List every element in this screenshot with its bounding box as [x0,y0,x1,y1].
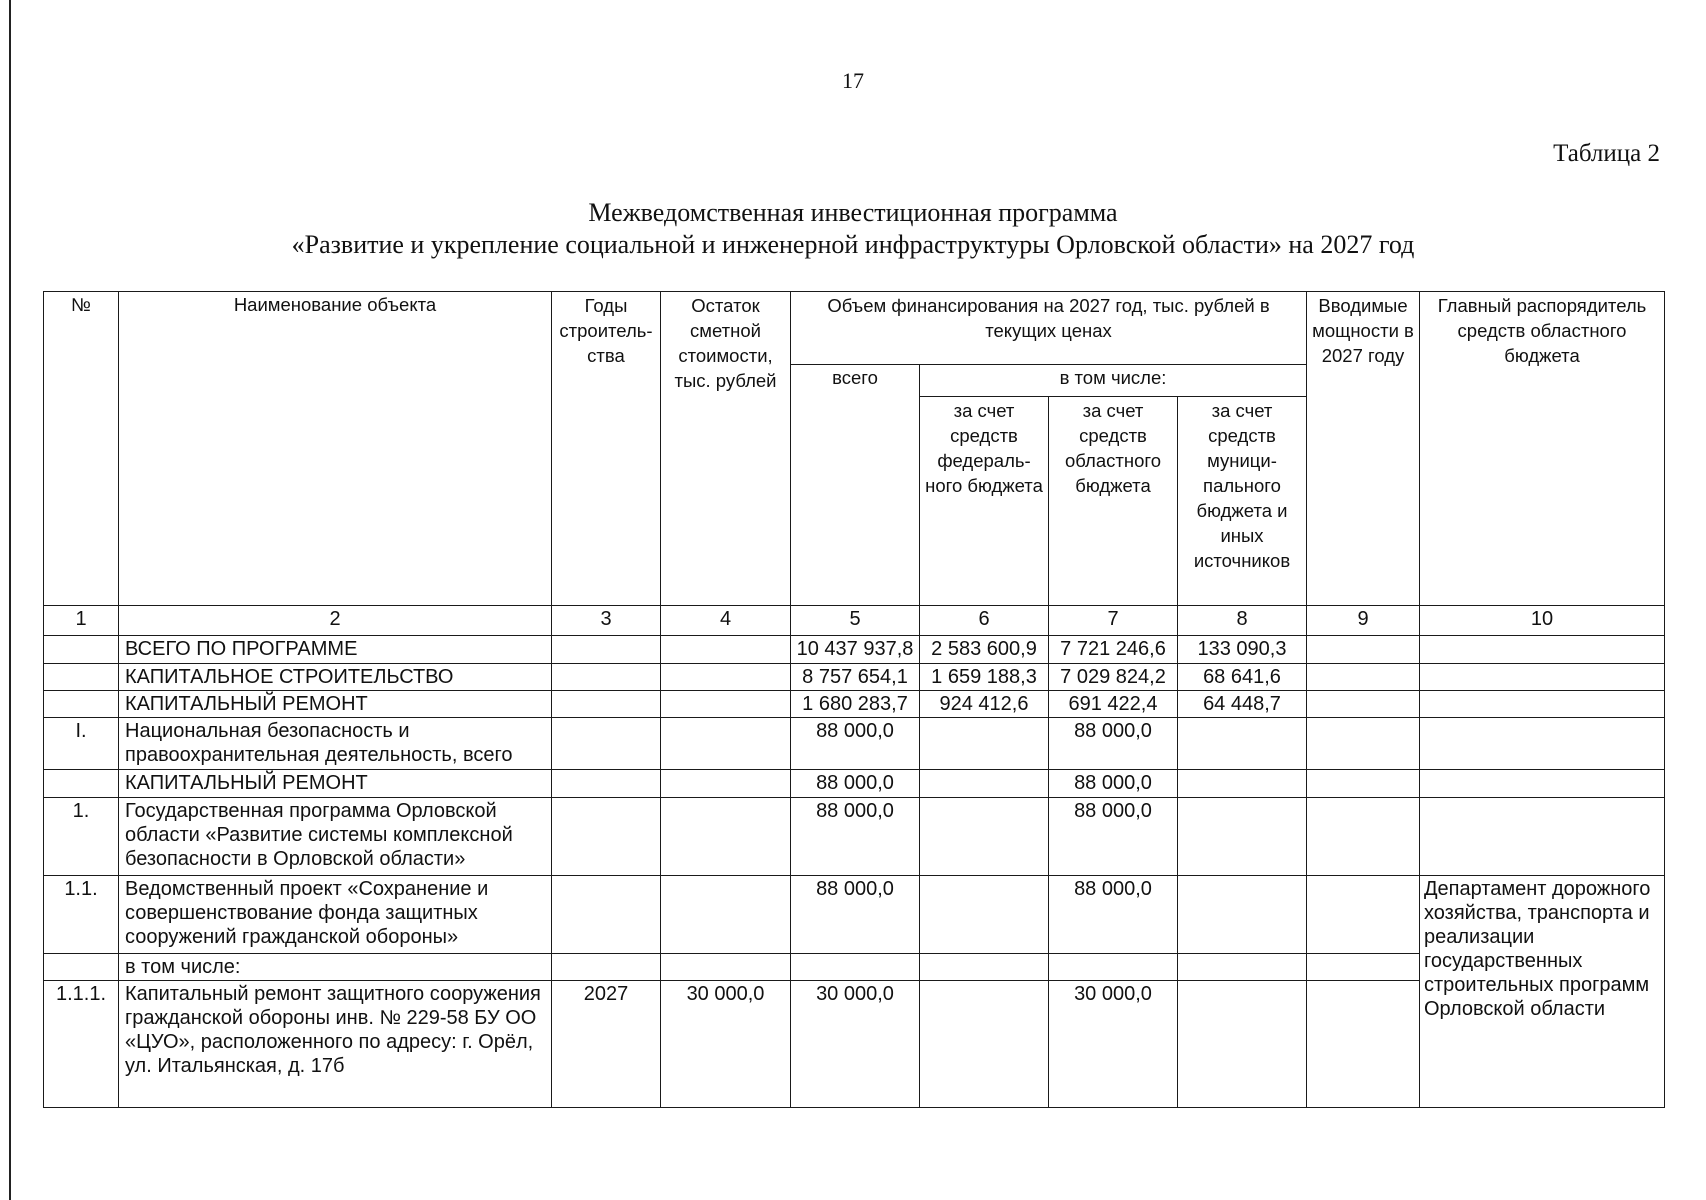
row-years [552,798,661,876]
header-including: в том числе: [920,365,1307,397]
header-name: Наименование объекта [119,292,552,606]
row-years [552,636,661,664]
header-funding: Объем финансирования на 2027 год, тыс. рублей в текущих ценах [791,292,1307,365]
column-number: 1 [44,606,119,636]
row-years [552,876,661,954]
row-federal [920,876,1049,954]
row-total: 30 000,0 [791,981,920,1108]
row-manager [1420,664,1665,691]
row-municipal [1178,718,1307,770]
row-capacity [1307,954,1420,981]
row-regional: 88 000,0 [1049,798,1178,876]
row-years [552,718,661,770]
table-row [44,876,1665,954]
row-federal: 2 583 600,9 [920,636,1049,664]
row-capacity [1307,770,1420,798]
row-total [791,954,920,981]
row-federal: 1 659 188,3 [920,664,1049,691]
row-manager [1420,691,1665,718]
row-name: Капитальный ремонт защитного сооружения гражданской обороны инв. № 229-58 БУ ОО «ЦУО», расположенного по адресу: г. Орёл, ул. Итальянская, д. 17б [119,981,552,1108]
row-name: КАПИТАЛЬНЫЙ РЕМОНТ [119,691,552,718]
page-number: 17 [842,68,864,93]
table-row [44,770,1665,798]
table-row [44,636,1665,664]
row-no [44,636,119,664]
column-number-row [44,606,1665,636]
row-no [44,770,119,798]
row-capacity [1307,636,1420,664]
column-number: 4 [661,606,791,636]
row-name: КАПИТАЛЬНОЕ СТРОИТЕЛЬСТВО [119,664,552,691]
investment-program-table [43,291,1665,1108]
row-no [44,664,119,691]
row-manager-department: Департамент дорожного хозяйства, транспорта и реализации государственных строительных программ Орловской области [1420,876,1665,1108]
row-remainder [661,876,791,954]
table-row [44,718,1665,770]
row-total: 1 680 283,7 [791,691,920,718]
row-federal [920,718,1049,770]
header-manager: Главный распорядитель средств областного бюджета [1420,292,1665,606]
row-federal: 924 412,6 [920,691,1049,718]
row-total: 88 000,0 [791,876,920,954]
row-manager [1420,718,1665,770]
table-label: Таблица 2 [1553,140,1660,167]
row-regional: 30 000,0 [1049,981,1178,1108]
row-federal [920,954,1049,981]
row-municipal: 64 448,7 [1178,691,1307,718]
row-years [552,770,661,798]
row-regional: 691 422,4 [1049,691,1178,718]
row-municipal: 133 090,3 [1178,636,1307,664]
row-remainder [661,798,791,876]
header-years: Годы строитель-ства [552,292,661,606]
row-no [44,954,119,981]
row-municipal [1178,798,1307,876]
row-federal [920,981,1049,1108]
header-remainder: Остаток сметной стоимости, тыс. рублей [661,292,791,606]
column-number: 7 [1049,606,1178,636]
row-capacity [1307,691,1420,718]
row-federal [920,798,1049,876]
row-municipal [1178,876,1307,954]
row-total: 88 000,0 [791,798,920,876]
row-manager [1420,636,1665,664]
row-total: 88 000,0 [791,770,920,798]
header-no: № [44,292,119,606]
column-number: 9 [1307,606,1420,636]
row-no [44,691,119,718]
header-regional: за счет средств областного бюджета [1049,397,1178,606]
row-total: 8 757 654,1 [791,664,920,691]
row-regional: 88 000,0 [1049,876,1178,954]
document-title-line-2: «Развитие и укрепление социальной и инженерной инфраструктуры Орловской области» на 2027 год [291,230,1415,259]
column-number: 2 [119,606,552,636]
row-capacity [1307,664,1420,691]
header-total: всего [791,365,920,606]
row-no: 1. [44,798,119,876]
column-number: 3 [552,606,661,636]
row-years [552,691,661,718]
row-years [552,664,661,691]
row-municipal [1178,981,1307,1108]
row-name: Национальная безопасность и правоохранительная деятельность, всего [119,718,552,770]
row-total: 10 437 937,8 [791,636,920,664]
row-federal [920,770,1049,798]
row-regional [1049,954,1178,981]
table-row [44,691,1665,718]
column-number: 5 [791,606,920,636]
row-no: 1.1. [44,876,119,954]
row-municipal: 68 641,6 [1178,664,1307,691]
row-years [552,954,661,981]
row-remainder [661,636,791,664]
row-capacity [1307,718,1420,770]
column-number: 8 [1178,606,1307,636]
row-no: 1.1.1. [44,981,119,1108]
row-manager [1420,798,1665,876]
row-name: ВСЕГО ПО ПРОГРАММЕ [119,636,552,664]
row-capacity [1307,798,1420,876]
row-municipal [1178,954,1307,981]
row-manager [1420,770,1665,798]
row-capacity [1307,981,1420,1108]
row-remainder: 30 000,0 [661,981,791,1108]
row-name: Ведомственный проект «Сохранение и совершенствование фонда защитных сооружений гражданской обороны» [119,876,552,954]
row-remainder [661,954,791,981]
header-municipal: за счет средств муници-пального бюджета и иных источников [1178,397,1307,606]
row-name: в том числе: [119,954,552,981]
row-municipal [1178,770,1307,798]
table-row [44,664,1665,691]
row-remainder [661,718,791,770]
row-total: 88 000,0 [791,718,920,770]
column-number: 6 [920,606,1049,636]
row-remainder [661,664,791,691]
page-left-edge [9,0,11,1200]
document-title [0,197,1706,261]
column-number: 10 [1420,606,1665,636]
row-years: 2027 [552,981,661,1108]
row-regional: 7 721 246,6 [1049,636,1178,664]
row-regional: 88 000,0 [1049,770,1178,798]
row-capacity [1307,876,1420,954]
row-remainder [661,770,791,798]
row-name: КАПИТАЛЬНЫЙ РЕМОНТ [119,770,552,798]
row-remainder [661,691,791,718]
document-title-line-1: Межведомственная инвестиционная программа [588,198,1118,227]
row-regional: 88 000,0 [1049,718,1178,770]
table-row [44,798,1665,876]
row-regional: 7 029 824,2 [1049,664,1178,691]
header-capacity: Вводимые мощности в 2027 году [1307,292,1420,606]
header-federal: за счет средств федераль-ного бюджета [920,397,1049,606]
row-no: I. [44,718,119,770]
row-name: Государственная программа Орловской области «Развитие системы комплексной безопасности в Орловской области» [119,798,552,876]
